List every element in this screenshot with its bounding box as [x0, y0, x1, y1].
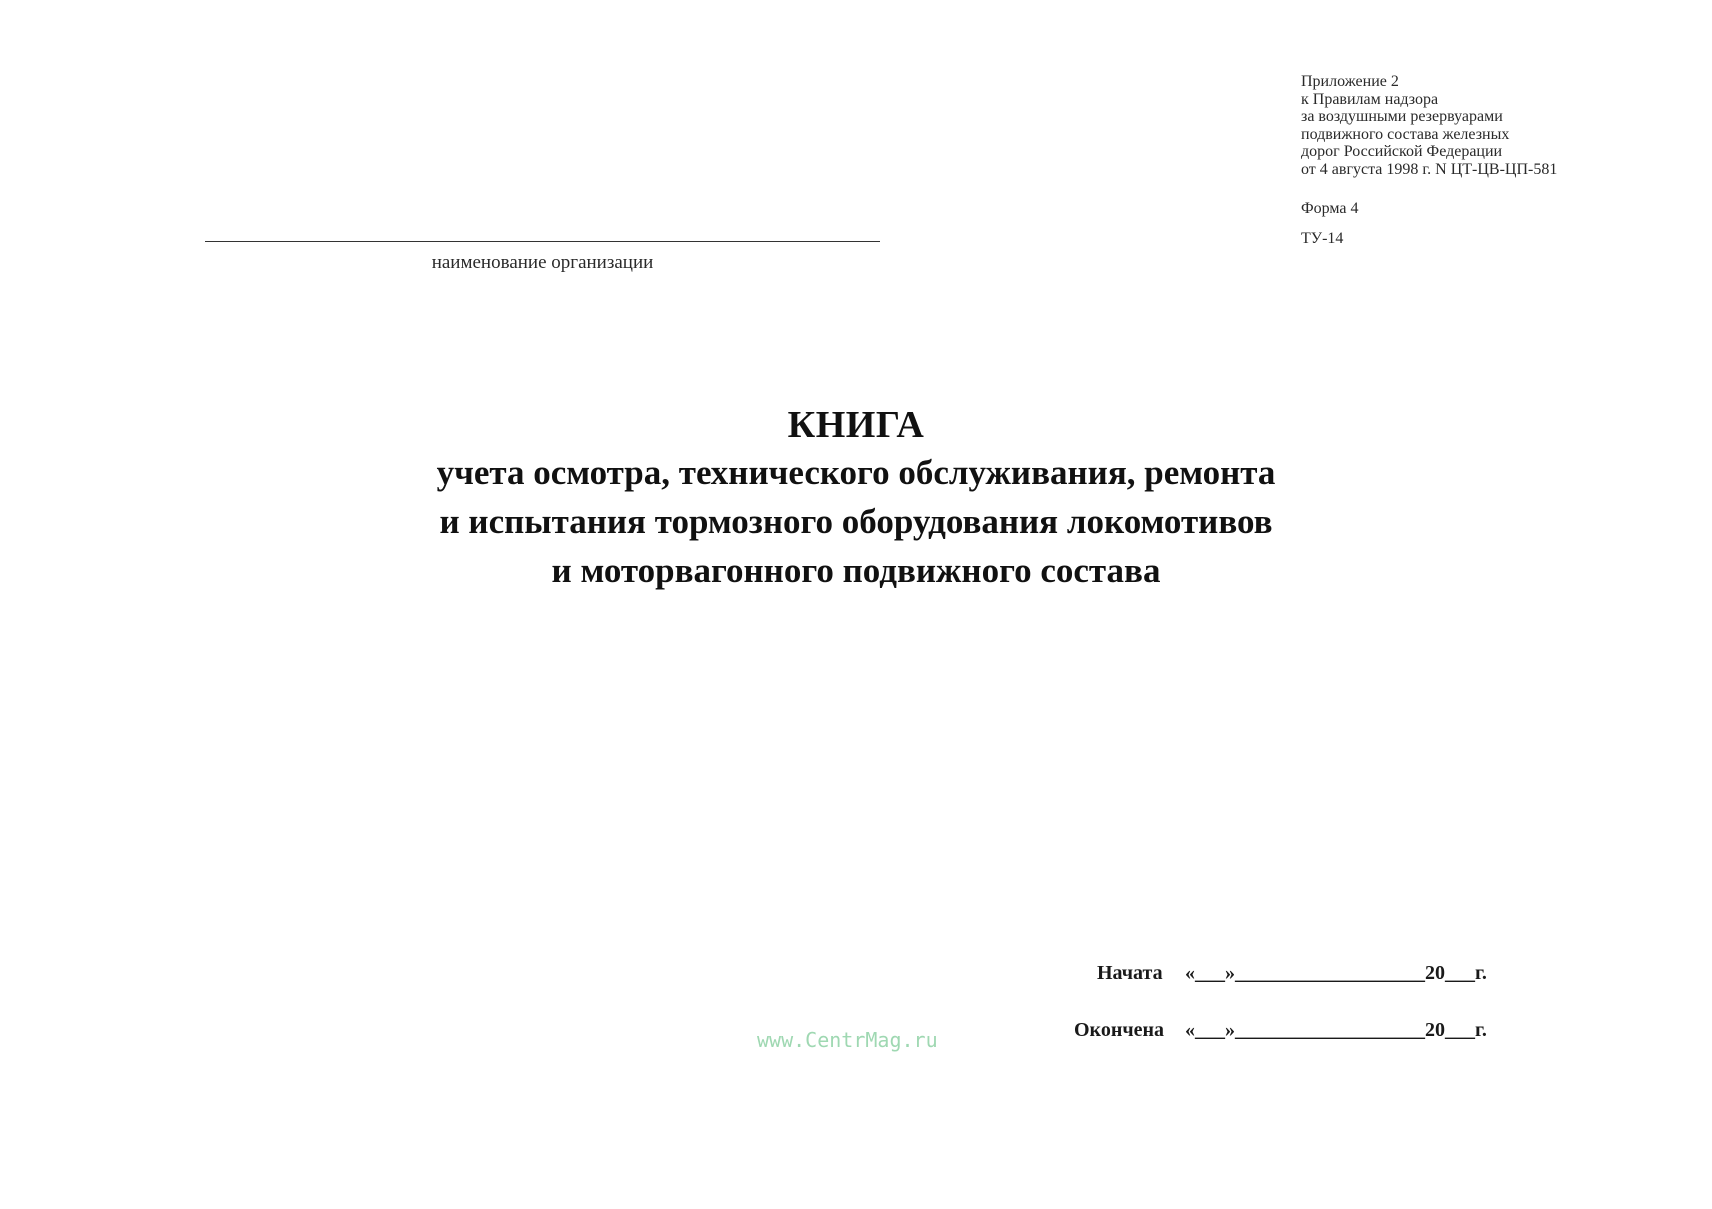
- finished-date-field: «___»___________________20___г.: [1185, 1019, 1487, 1041]
- subtitle-line: учета осмотра, технического обслуживания, ремонта: [436, 453, 1276, 492]
- finished-date-row: [1074, 1019, 1487, 1042]
- document-title: КНИГА: [787, 404, 925, 446]
- appendix-line: дорог Российской Федерации: [1301, 143, 1503, 160]
- form-code: ТУ-14: [1301, 230, 1344, 247]
- started-date-field: «___»___________________20___г.: [1185, 962, 1487, 984]
- organization-name-line: [205, 241, 880, 242]
- appendix-line: к Правилам надзора: [1301, 90, 1439, 108]
- finished-label: Окончена: [1074, 1019, 1165, 1041]
- organization-caption: наименование организации: [431, 252, 654, 273]
- appendix-line: подвижного состава железных: [1301, 125, 1510, 143]
- title-block: [256, 402, 1456, 595]
- appendix-line: за воздушными резервуарами: [1301, 108, 1503, 125]
- appendix-line: от 4 августа 1998 г. N ЦТ-ЦВ-ЦП-581: [1301, 160, 1558, 178]
- appendix-line: Приложение 2: [1301, 73, 1399, 90]
- watermark-text: www.CentrMag.ru: [757, 1028, 938, 1052]
- subtitle-line: и испытания тормозного оборудования локомотивов: [439, 502, 1273, 541]
- appendix-note: [1301, 73, 1681, 178]
- started-label: Начата: [1097, 962, 1163, 984]
- subtitle-line: и моторвагонного подвижного состава: [551, 551, 1161, 590]
- started-date-row: [1097, 962, 1487, 985]
- form-number: Форма 4: [1301, 200, 1359, 217]
